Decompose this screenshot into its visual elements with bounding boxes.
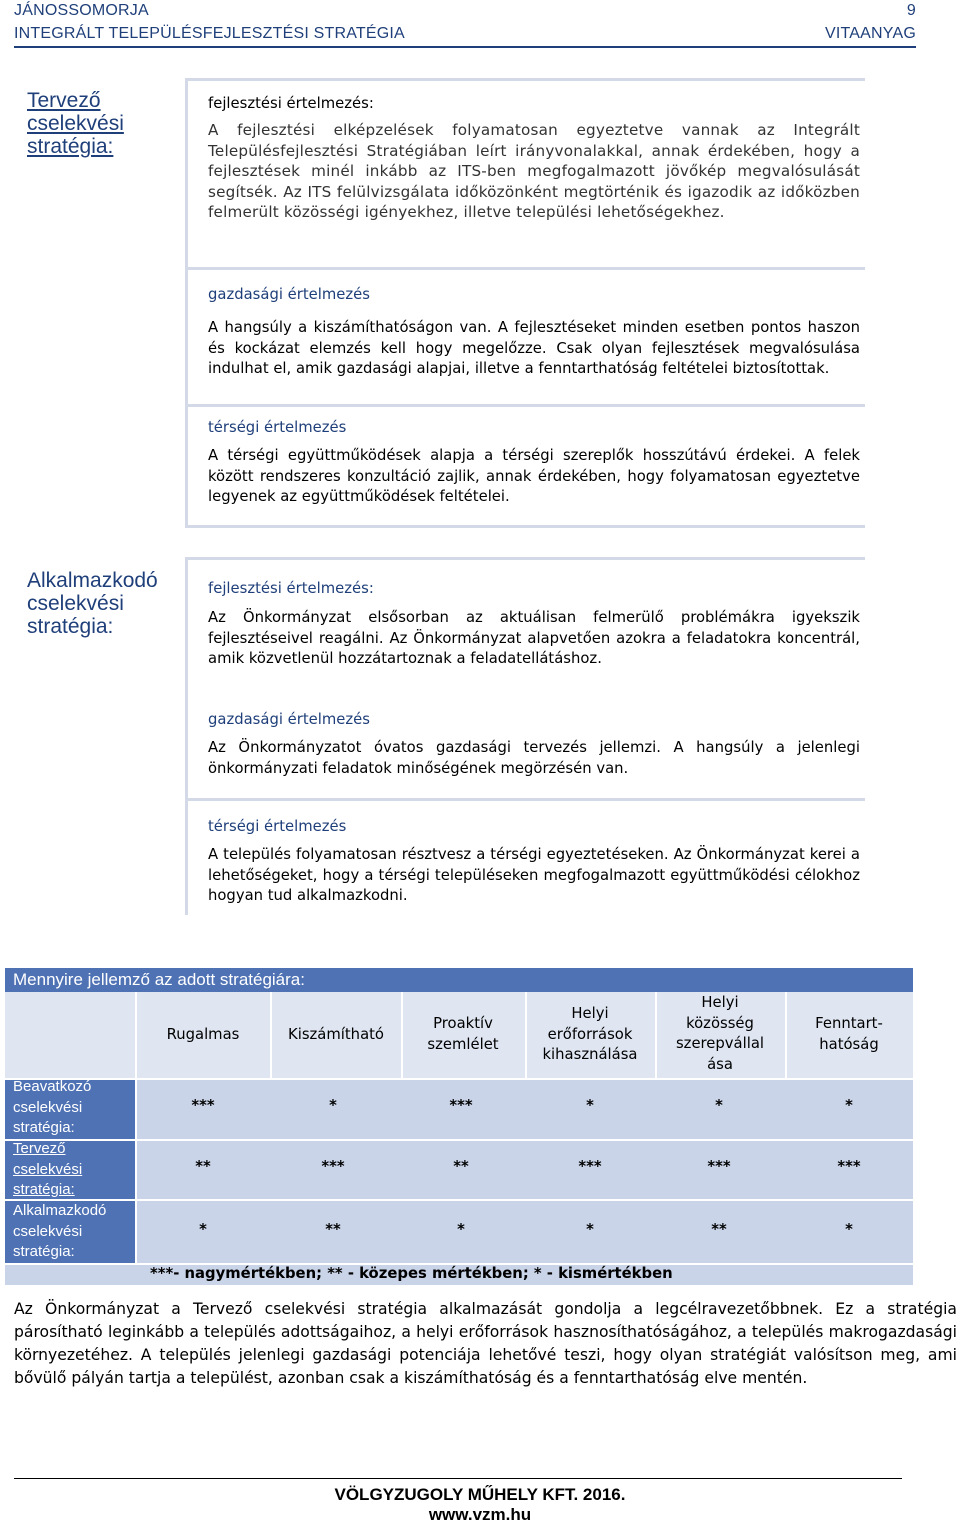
table-title-bar xyxy=(5,968,913,992)
table-cell: ** xyxy=(711,1221,727,1238)
section-text: A fejlesztési elképzelések folyamatosan egyeztetve vannak az Integrált Településfejlesztési Stratégiában leírt irányvonalakkal, annak érdekében, hogy a fejlesztések minél inkább az ITS-ben megfogalmazott jövőkép megvalósulását segítsék. Az ITS felülvizsgálata időközönként megtörténik és igazodik az időközben felmerült közösségi igényekhez, illetve települési lehetőségekhez. xyxy=(208,121,860,221)
row-header-alkalmazkodo: Alkalmazkodó cselekvési stratégia: xyxy=(13,1202,107,1260)
header-subtitle: INTEGRÁLT TELEPÜLÉSFEJLESZTÉSI STRATÉGIA xyxy=(14,25,405,42)
grid-line xyxy=(135,992,137,1264)
footer-rule xyxy=(14,1478,902,1479)
alkalmazkodo-side-rule xyxy=(185,557,188,915)
table-cell: ** xyxy=(325,1221,341,1238)
tervezo-label-line-1: Tervező xyxy=(27,89,101,112)
table-cell: ** xyxy=(195,1158,211,1175)
col-header-rugalmas: Rugalmas xyxy=(166,1026,240,1043)
page-number: 9 xyxy=(906,2,916,19)
tervezo-label-line-3: stratégia: xyxy=(27,135,114,158)
table-cell: * xyxy=(329,1097,337,1114)
strategy-comparison-table xyxy=(5,968,913,1285)
alkalmazkodo-gazdasagi xyxy=(208,710,860,779)
section-title: fejlesztési értelmezés: xyxy=(208,580,374,597)
row-header-beavatkozo: Beavatkozó cselekvési stratégia: xyxy=(13,1078,92,1136)
conclusion-paragraph: Az Önkormányzat a Tervező cselekvési stratégia alkalmazását gondolja a legcélravezetőbbnek. Ez a stratégia párosítható leginkább a település adottságaihoz, a helyi erőforrások hasznosíthatóságához, a település makrogazdasági környezetéhez. A település jelenlegi gazdasági potenciája lehetővé teszi, hogy olyan stratégiát valósítson meg, ami bővülő pályán tartja a települést, azonban csak a kiszámíthatóság és a fenntarthatóság elve mentén. xyxy=(14,1300,957,1387)
section-text: Az Önkormányzat elsősorban az aktuálisan felmerülő problémákra igyekszik fejlesztéseivel reagálni. Az Önkormányzat alapvetően azokra a feladatokra koncentrál, amik közvetlenül hozzátartoznak a feladatellátáshoz. xyxy=(208,609,860,667)
alkalmazkodo-label xyxy=(27,569,158,638)
section-text: A település folyamatosan résztvesz a térségi egyeztetéseken. Az Önkormányzat kerei a lehetőségeket, hogy a térségi településeken megfogalmazott együttműködési célokhoz hogyan tud alkalmazkodni. xyxy=(208,846,860,904)
header-title: JÁNOSSOMORJA xyxy=(14,2,149,19)
col-header-fenntarthatosag: Fenntart- hatóság xyxy=(815,1015,883,1053)
table-cell: * xyxy=(457,1221,465,1238)
alkalmazkodo-label-line-1: Alkalmazkodó xyxy=(27,569,158,592)
alkalmazkodo-divider xyxy=(185,798,865,801)
section-text: A térségi együttműködések alapja a térségi szereplők hosszútávú érdekei. A felek között rendszeres konzultáció zajlik, annak érdekében, hogy folyamatosan egyeztetve legyenek az együttműködések feltételei. xyxy=(208,447,860,505)
tervezo-gazdasagi xyxy=(208,285,860,380)
table-title: Mennyire jellemző az adott stratégiára: xyxy=(13,970,305,989)
tervezo-fejlesztesi xyxy=(208,94,860,223)
section-text: A hangsúly a kiszámíthatóságon van. A fejlesztéseket minden esetben pontos haszon és kockázat elemzés kell hogy megelőzze. Csak olyan fejlesztések megvalósulása indulhat el, amik gazdasági alapjai, illetve a fenntarthatóság feltételei biztosítottak. xyxy=(208,319,860,377)
tervezo-tersegi xyxy=(208,418,860,508)
tervezo-label-line-2: cselekvési xyxy=(27,112,124,135)
table-cell: * xyxy=(845,1221,853,1238)
footer-url: www.vzm.hu xyxy=(428,1505,532,1524)
alkalmazkodo-top-rule xyxy=(185,557,865,560)
table-cell: *** xyxy=(837,1158,861,1175)
grid-line xyxy=(5,1078,913,1080)
table-cell: *** xyxy=(449,1097,473,1114)
section-title: gazdasági értelmezés xyxy=(208,286,370,303)
col-header-helyi-eroforrasok: Helyi erőforrások kihasználása xyxy=(542,1005,638,1063)
tervezo-side-rule xyxy=(185,78,188,528)
table-cell: *** xyxy=(191,1097,215,1114)
col-header-helyi-kozosseg: Helyi közösség szerepvállal ása xyxy=(675,994,765,1073)
section-title: gazdasági értelmezés xyxy=(208,711,370,728)
table-cell: * xyxy=(199,1221,207,1238)
tervezo-divider-2 xyxy=(185,404,865,407)
grid-line xyxy=(5,1199,913,1201)
table-cell: *** xyxy=(707,1158,731,1175)
table-cell: * xyxy=(586,1097,594,1114)
section-text: Az Önkormányzatot óvatos gazdasági tervezés jellemzi. A hangsúly a jelenlegi önkormányzati feladatok minőségének megörzésén van. xyxy=(208,739,860,777)
section-title: térségi értelmezés xyxy=(208,818,347,835)
table-cell: ** xyxy=(453,1158,469,1175)
header-doc-status: VITAANYAG xyxy=(824,25,916,42)
col-header-kiszamithato: Kiszámítható xyxy=(288,1026,384,1043)
table-cell: *** xyxy=(578,1158,602,1175)
table-cell: * xyxy=(586,1221,594,1238)
table-cell: *** xyxy=(321,1158,345,1175)
row-header-tervezo: Tervező cselekvési stratégia: xyxy=(13,1140,83,1198)
footer-company: VÖLGYZUGOLY MŰHELY KFT. 2016. xyxy=(334,1485,626,1504)
alkalmazkodo-label-line-2: cselekvési xyxy=(27,592,124,615)
section-title: térségi értelmezés xyxy=(208,419,347,436)
tervezo-label xyxy=(27,89,124,158)
header-rule xyxy=(14,46,916,48)
tervezo-divider-1 xyxy=(185,267,865,270)
table-legend: ***- nagymértékben; ** - közepes mértékben; * - kismértékben xyxy=(150,1265,673,1282)
table-cell: * xyxy=(845,1097,853,1114)
tervezo-top-rule xyxy=(185,78,865,81)
alkalmazkodo-fejlesztesi xyxy=(208,579,860,670)
alkalmazkodo-tersegi xyxy=(208,817,860,907)
grid-line xyxy=(270,992,272,1078)
tervezo-bottom-rule xyxy=(185,525,865,528)
alkalmazkodo-label-line-3: stratégia: xyxy=(27,615,114,638)
grid-line xyxy=(5,1139,913,1141)
table-cell: * xyxy=(715,1097,723,1114)
col-header-proaktiv: Proaktív szemlélet xyxy=(427,1015,499,1053)
section-title: fejlesztési értelmezés: xyxy=(208,95,374,112)
